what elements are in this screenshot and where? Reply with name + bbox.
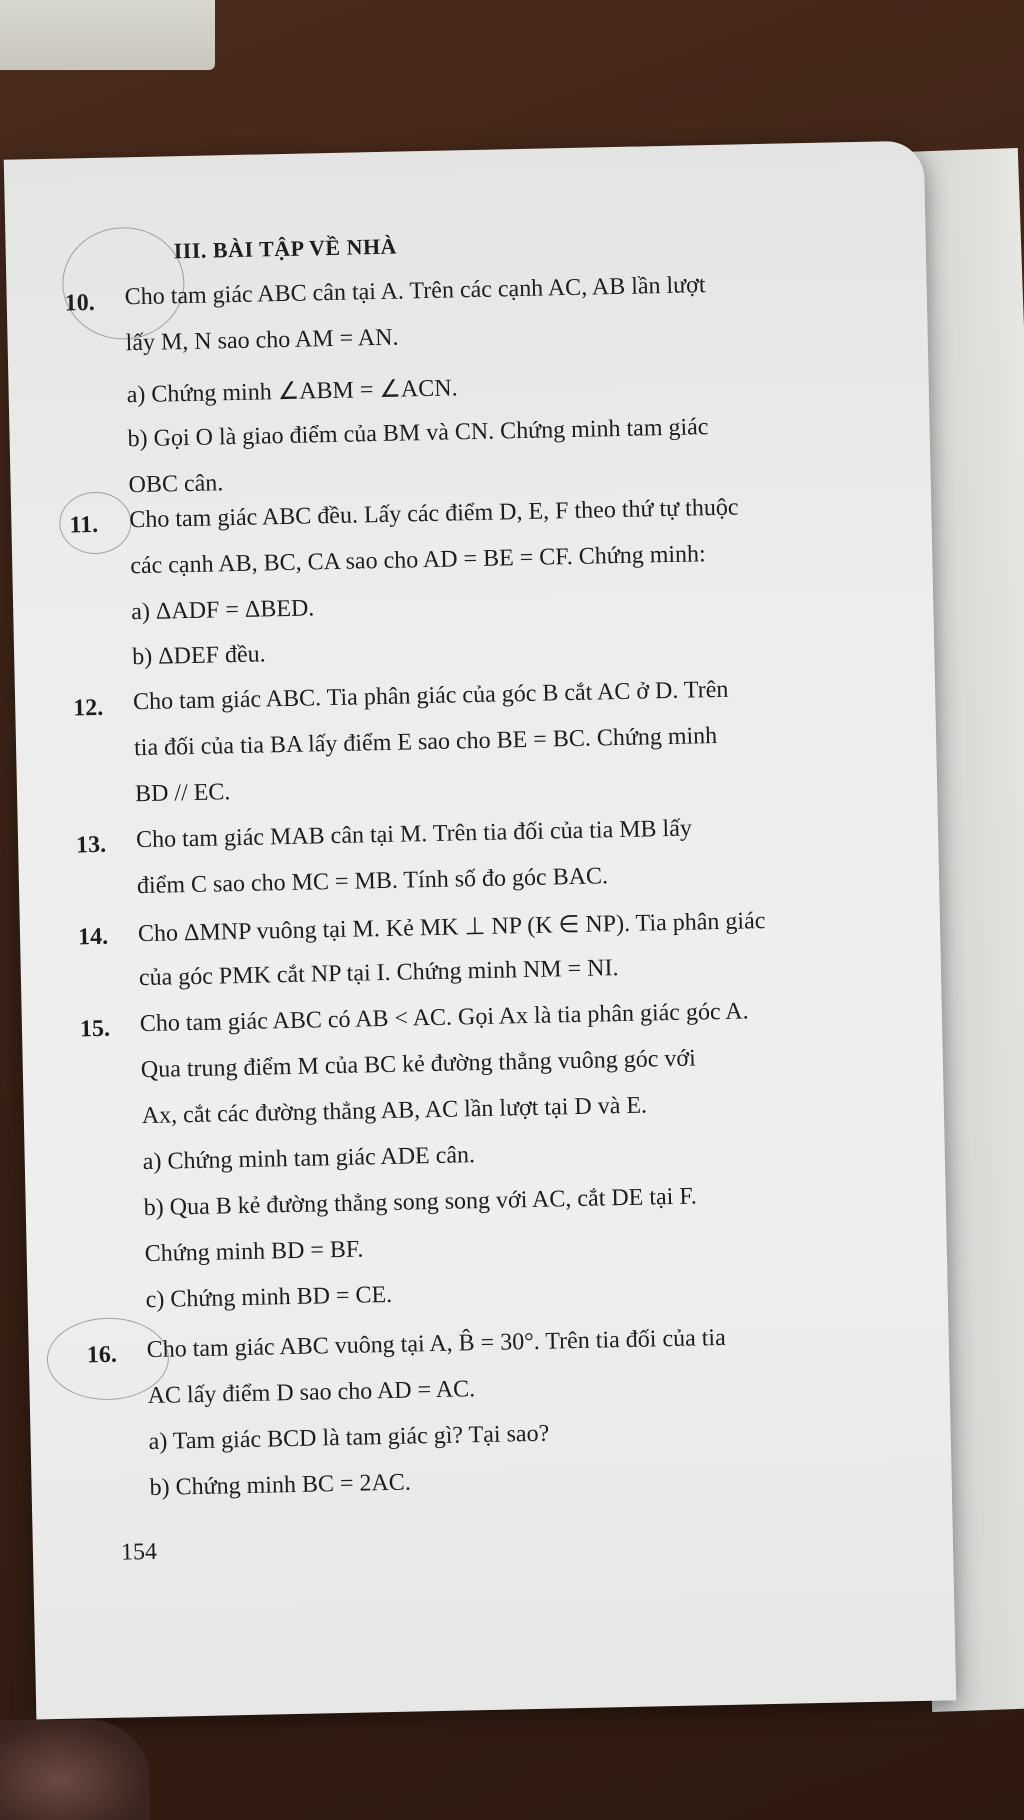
exercise-15-line-5: b) Qua B kẻ đường thẳng song song với AC, cắt DE tại F.	[143, 1183, 697, 1222]
book-page	[4, 141, 956, 1720]
exercise-13-line-1: Cho tam giác MAB cân tại M. Trên tia đối của tia MB lấy	[135, 815, 693, 854]
exercise-12-line-3: BD // EC.	[134, 779, 231, 808]
exercise-11-number: 11.	[69, 511, 99, 539]
exercise-11-line-1: Cho tam giác ABC đều. Lấy các điểm D, E, F theo thứ tự thuộc	[129, 494, 739, 534]
paper-card-corner	[0, 0, 215, 70]
section-title: III. BÀI TẬP VỀ NHÀ	[173, 233, 398, 264]
exercise-15-line-6: Chứng minh BD = BF.	[144, 1236, 364, 1268]
exercise-15-number: 15.	[79, 1015, 111, 1043]
exercise-15-line-2: Qua trung điểm M của BC kẻ đường thẳng vuông góc với	[140, 1045, 696, 1084]
exercise-15-line-3: Ax, cắt các đường thẳng AB, AC lần lượt tại D và E.	[141, 1092, 648, 1130]
exercise-16-number: 16.	[86, 1341, 118, 1369]
exercise-14-line-1: Cho ΔMNP vuông tại M. Kẻ MK ⊥ NP (K ∈ NP). Tia phân giác	[137, 908, 766, 948]
exercise-16-line-2: AC lấy điểm D sao cho AD = AC.	[147, 1376, 476, 1410]
exercise-10-line-1: Cho tam giác ABC cân tại A. Trên các cạnh AC, AB lần lượt	[124, 272, 706, 311]
exercise-10-line-3: a) Chứng minh ∠ABM = ∠ACN.	[126, 375, 458, 409]
exercise-14-line-2: của góc PMK cắt NP tại I. Chứng minh NM = NI.	[138, 955, 619, 992]
exercise-13-line-2: điểm C sao cho MC = MB. Tính số đo góc BAC.	[136, 863, 609, 900]
exercise-11-line-4: b) ΔDEF đều.	[131, 641, 266, 671]
exercise-11-line-2: các cạnh AB, BC, CA sao cho AD = BE = CF. Chứng minh:	[130, 541, 706, 580]
exercise-13-number: 13.	[75, 831, 107, 859]
exercise-10-line-4: b) Gọi O là giao điểm của BM và CN. Chứng minh tam giác	[127, 414, 709, 453]
exercise-12-line-2: tia đối của tia BA lấy điểm E sao cho BE = BC. Chứng minh	[133, 722, 718, 762]
exercise-11-line-3: a) ΔADF = ΔBED.	[130, 595, 315, 626]
exercise-16-line-3: a) Tam giác BCD là tam giác gì? Tại sao?	[148, 1420, 550, 1456]
page-content	[63, 223, 883, 1566]
page-number: 154	[120, 1538, 158, 1566]
exercise-15-line-4: a) Chứng minh tam giác ADE cân.	[142, 1142, 476, 1176]
exercise-10-number: 10.	[64, 289, 96, 317]
exercise-14-number: 14.	[77, 923, 109, 951]
exercise-12-line-1: Cho tam giác ABC. Tia phân giác của góc B cắt AC ở D. Trên	[132, 676, 729, 716]
exercise-15-line-7: c) Chứng minh BD = CE.	[145, 1281, 393, 1314]
hand-shadow	[0, 1720, 150, 1820]
exercise-16-line-1: Cho tam giác ABC vuông tại A, B̂ = 30°. Trên tia đối của tia	[146, 1324, 726, 1364]
exercise-15-line-1: Cho tam giác ABC có AB < AC. Gọi Ax là tia phân giác góc A.	[139, 998, 749, 1038]
exercise-16-line-4: b) Chứng minh BC = 2AC.	[149, 1469, 412, 1502]
exercise-12-number: 12.	[72, 694, 104, 722]
exercise-10-line-5: OBC cân.	[128, 470, 224, 499]
exercise-10-line-2: lấy M, N sao cho AM = AN.	[125, 324, 399, 357]
